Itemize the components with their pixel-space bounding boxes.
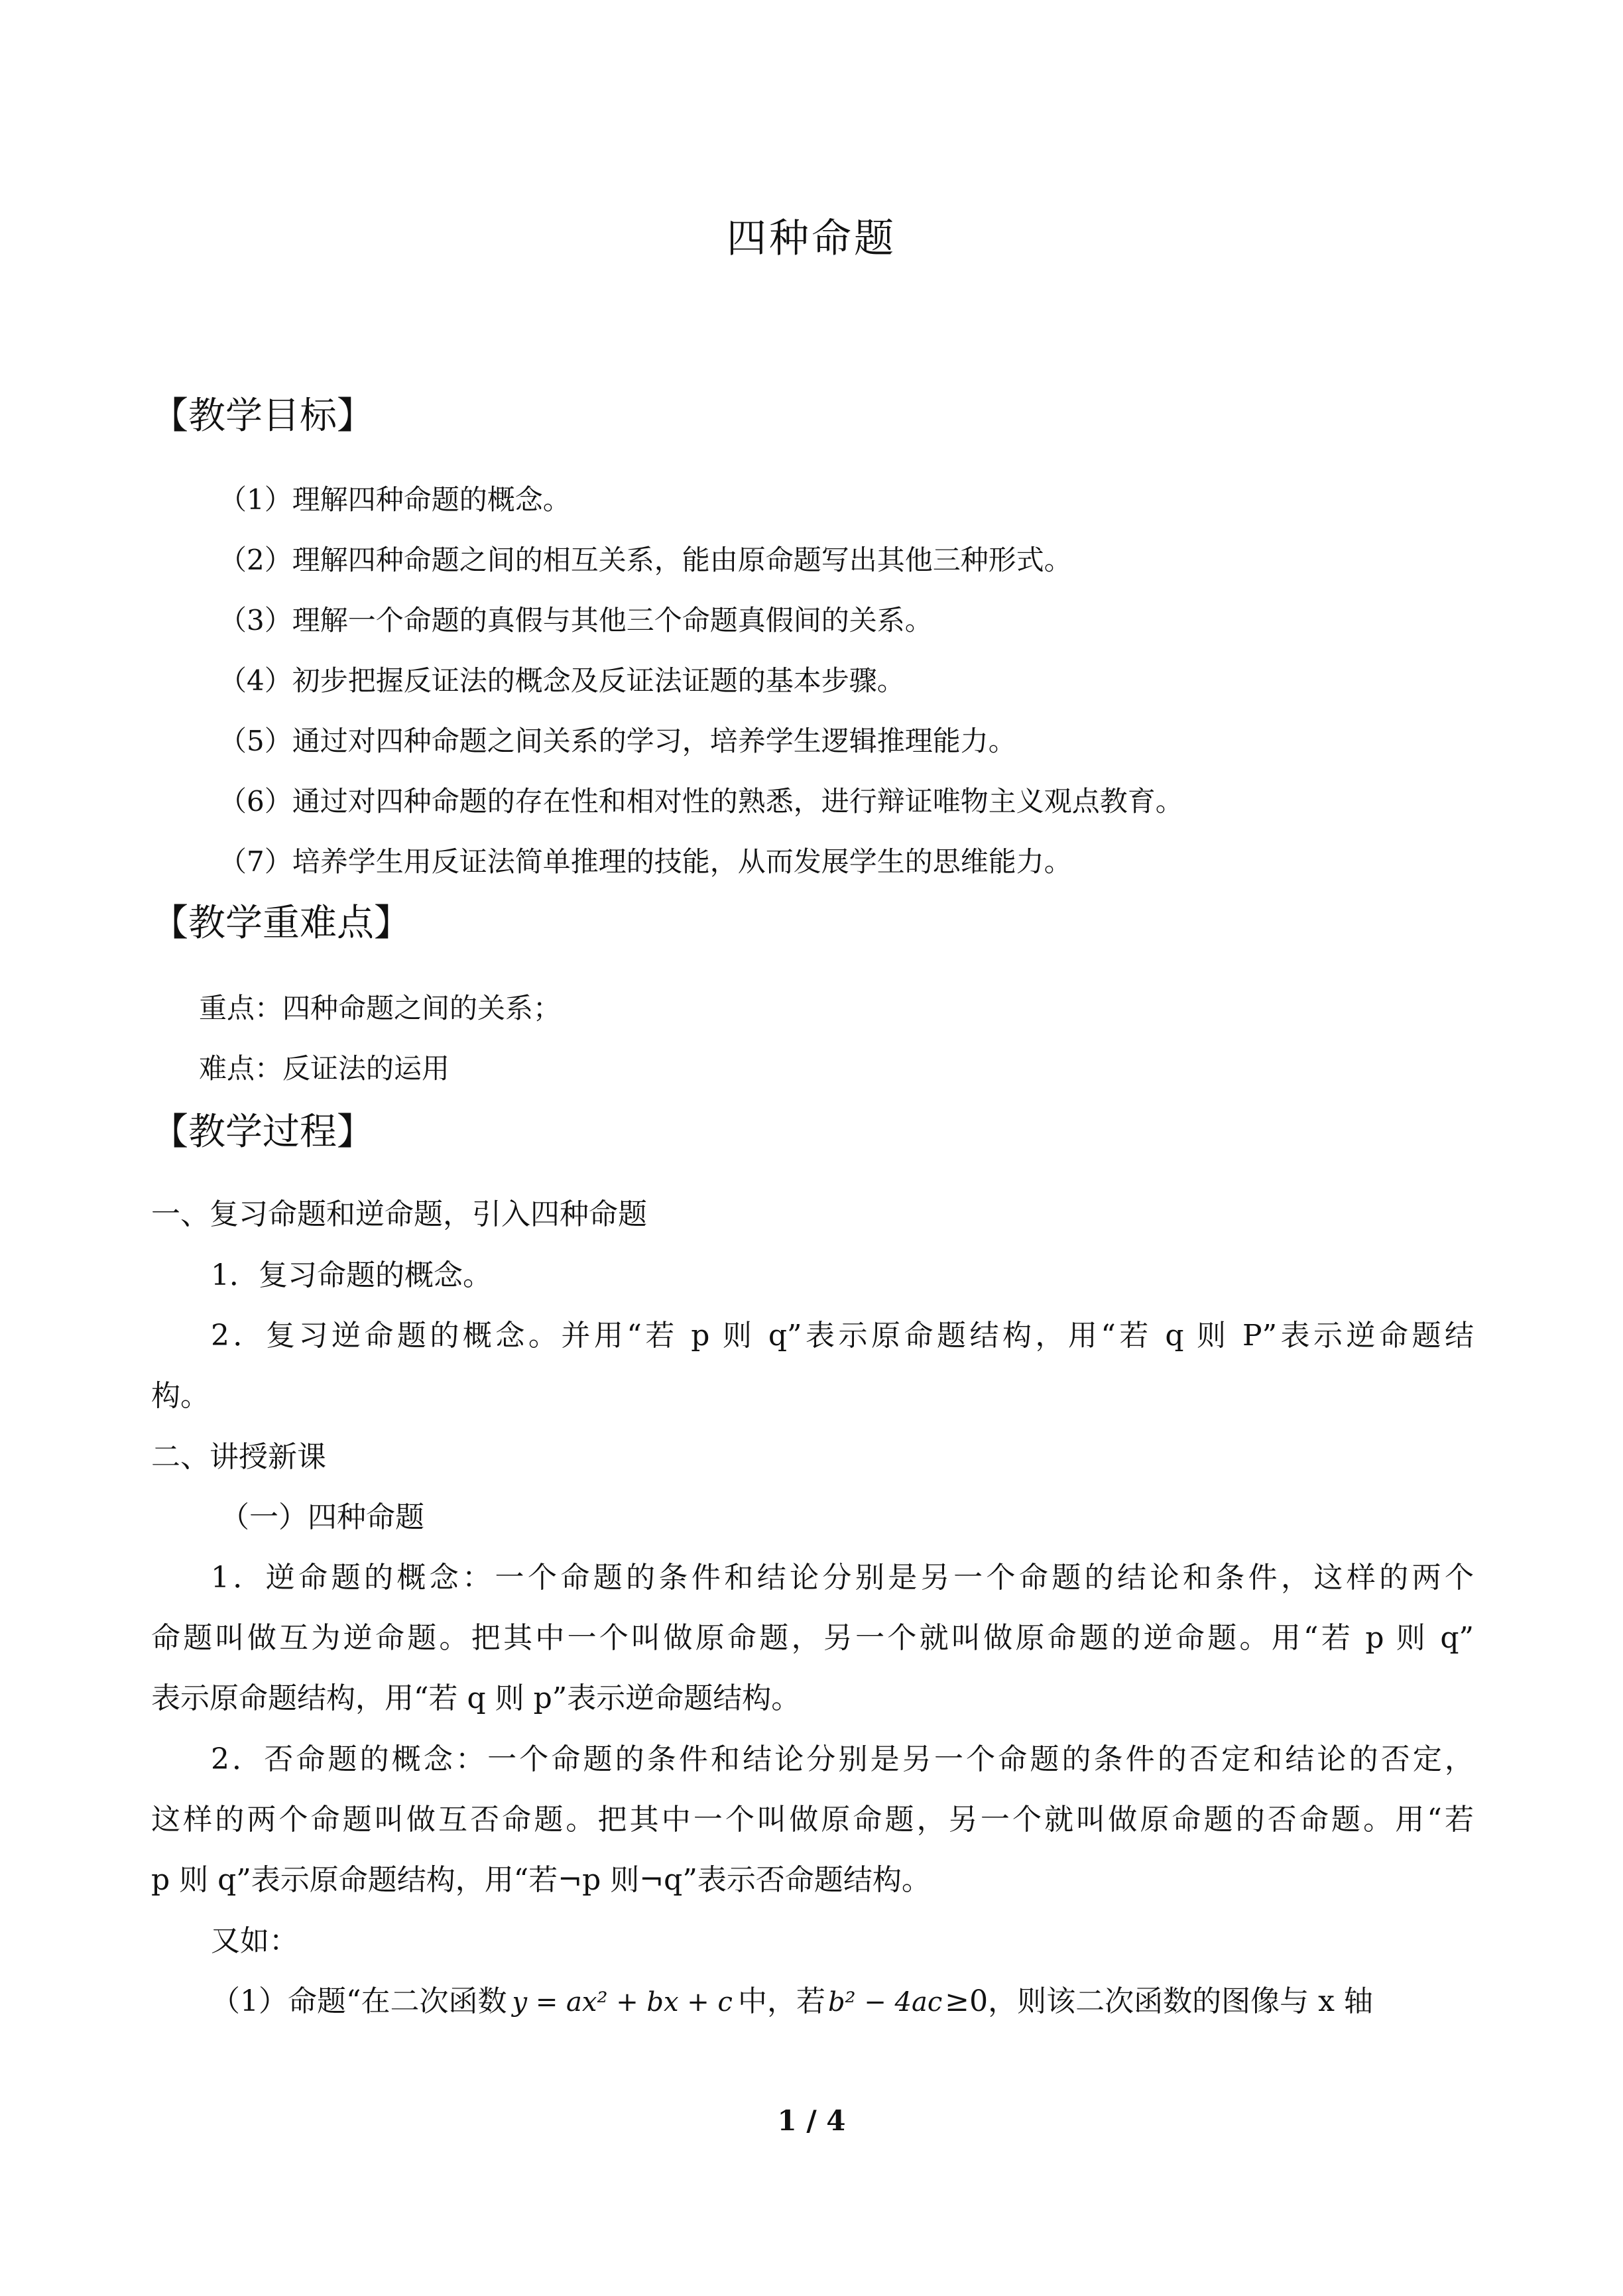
objective-item: （4）初步把握反证法的概念及反证法证题的基本步骤。 <box>219 664 905 697</box>
converse-def-line1: 1．逆命题的概念：一个命题的条件和结论分别是另一个命题的结论和条件，这样的两个 <box>211 1561 1474 1595</box>
converse-def-line2: 命题叫做互为逆命题。把其中一个叫做原命题，另一个就叫做原命题的逆命题。用“若 p 则 q” <box>151 1621 1474 1655</box>
negation-def-line3: p 则 q”表示原命题结构，用“若¬p 则¬q”表示否命题结构。 <box>151 1863 931 1897</box>
objective-item: （3）理解一个命题的真假与其他三个命题真假间的关系。 <box>219 604 933 636</box>
objective-item: （7）培养学生用反证法简单推理的技能，从而发展学生的思维能力。 <box>219 845 1072 878</box>
converse-def-line3: 表示原命题结构，用“若 q 则 p”表示逆命题结构。 <box>151 1681 801 1715</box>
page-number: 1 / 4 <box>777 2104 846 2137</box>
process-part1-item2-line2: 构。 <box>151 1379 210 1413</box>
negation-def-line2: 这样的两个命题叫做互否命题。把其中一个叫做原命题，另一个就叫做原命题的否命题。用“若 <box>151 1803 1474 1837</box>
process-part1-item1: 1．复习命题的概念。 <box>211 1258 492 1292</box>
process-part2-title: 二、讲授新课 <box>151 1440 326 1474</box>
keypoint-item: 重点：四种命题之间的关系； <box>199 992 562 1024</box>
example-intro: 又如： <box>211 1924 298 1958</box>
example1-text-a: （1）命题“在二次函数 <box>211 1984 507 2018</box>
objectives-heading: 【教学目标】 <box>151 394 374 438</box>
page-title: 四种命题 <box>727 215 896 262</box>
keypoint-item: 难点：反证法的运用 <box>199 1052 450 1085</box>
process-heading: 【教学过程】 <box>151 1111 374 1154</box>
objective-item: （6）通过对四种命题的存在性和相对性的熟悉，进行辩证唯物主义观点教育。 <box>219 785 1183 817</box>
example1-text-b: 中，若 <box>737 1984 825 2018</box>
keypoints-heading: 【教学重难点】 <box>151 902 411 945</box>
example1-line <box>211 1984 1373 2018</box>
process-part1-item2-line1: 2．复习逆命题的概念。并用“若 p 则 q”表示原命题结构，用“若 q 则 P”表示逆命题结 <box>211 1319 1474 1353</box>
subsection-title: （一）四种命题 <box>220 1500 424 1534</box>
objective-item: （2）理解四种命题之间的相互关系，能由原命题写出其他三种形式。 <box>219 544 1072 576</box>
negation-def-line1: 2．否命题的概念：一个命题的条件和结论分别是另一个命题的条件的否定和结论的否定， <box>211 1742 1474 1776</box>
process-part1-title: 一、复习命题和逆命题，引入四种命题 <box>151 1197 647 1231</box>
discriminant-formula: b² − 4ac <box>827 1987 943 2018</box>
objective-item: （1）理解四种命题的概念。 <box>219 483 571 516</box>
objective-item: （5）通过对四种命题之间关系的学习，培养学生逻辑推理能力。 <box>219 725 1016 757</box>
example1-text-c: ≥0，则该二次函数的图像与 x 轴 <box>945 1984 1373 2018</box>
quadratic-formula: y = ax² + bx + c <box>512 1987 733 2018</box>
